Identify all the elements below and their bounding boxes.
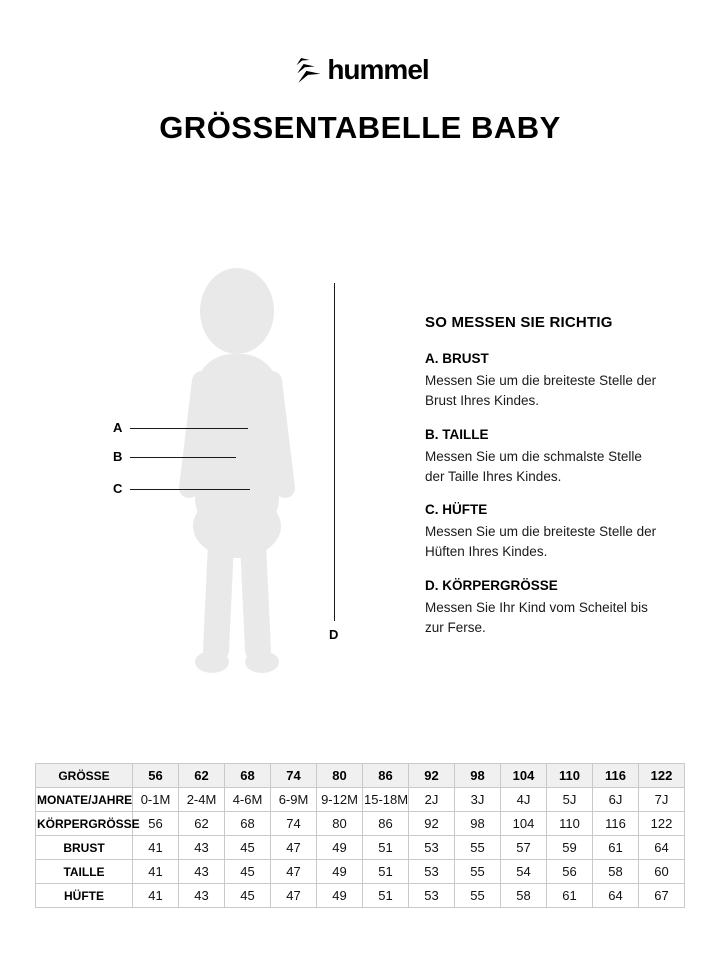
instruction-label: A. BRUST bbox=[425, 351, 489, 366]
table-cell: 64 bbox=[593, 884, 639, 908]
table-cell: 56 bbox=[133, 812, 179, 836]
table-cell: 41 bbox=[133, 884, 179, 908]
table-cell: 45 bbox=[225, 860, 271, 884]
table-cell: 53 bbox=[409, 860, 455, 884]
instructions-title: SO MESSEN SIE RICHTIG bbox=[425, 314, 613, 331]
table-cell: 92 bbox=[409, 812, 455, 836]
table-cell: 116 bbox=[593, 812, 639, 836]
table-row bbox=[36, 860, 685, 884]
measure-label-d: D bbox=[329, 627, 339, 642]
instruction-item bbox=[425, 502, 663, 563]
row-label: HÜFTE bbox=[36, 884, 133, 908]
page-title: GRÖSSENTABELLE BABY bbox=[159, 110, 561, 145]
table-cell: 53 bbox=[409, 836, 455, 860]
measure-label-c: C bbox=[113, 481, 123, 496]
table-cell: 116 bbox=[593, 764, 639, 788]
table-cell: 45 bbox=[225, 836, 271, 860]
table-cell: 55 bbox=[455, 860, 501, 884]
table-cell: 74 bbox=[271, 812, 317, 836]
table-cell: 53 bbox=[409, 884, 455, 908]
row-label: KÖRPERGRÖSSE bbox=[36, 812, 133, 836]
brand-logo-text: hummel bbox=[327, 54, 429, 85]
table-cell: 80 bbox=[317, 812, 363, 836]
baby-silhouette bbox=[162, 266, 312, 681]
table-cell: 86 bbox=[363, 812, 409, 836]
instruction-item bbox=[425, 351, 663, 412]
measure-label-a: A bbox=[113, 420, 123, 435]
table-cell: 68 bbox=[225, 812, 271, 836]
table-cell: 49 bbox=[317, 836, 363, 860]
table-cell: 51 bbox=[363, 884, 409, 908]
table-cell: 61 bbox=[593, 836, 639, 860]
measure-label-b: B bbox=[113, 449, 123, 464]
table-cell: 86 bbox=[363, 764, 409, 788]
measure-line-d bbox=[334, 283, 335, 621]
table-cell: 59 bbox=[547, 836, 593, 860]
row-label: MONATE/JAHRE bbox=[36, 788, 133, 812]
table-cell: 61 bbox=[547, 884, 593, 908]
table-cell: 62 bbox=[179, 764, 225, 788]
table-cell: 58 bbox=[593, 860, 639, 884]
measure-line-c bbox=[130, 489, 250, 490]
table-row bbox=[36, 812, 685, 836]
table-cell: 56 bbox=[547, 860, 593, 884]
table-cell: 3J bbox=[455, 788, 501, 812]
table-cell: 110 bbox=[547, 812, 593, 836]
measurement-diagram bbox=[0, 250, 720, 750]
table-cell: 55 bbox=[455, 836, 501, 860]
table-cell: 74 bbox=[271, 764, 317, 788]
table-cell: 58 bbox=[501, 884, 547, 908]
table-cell: 110 bbox=[547, 764, 593, 788]
instruction-label: D. KÖRPERGRÖSSE bbox=[425, 577, 558, 593]
instruction-label: C. HÜFTE bbox=[425, 502, 488, 517]
row-label: BRUST bbox=[36, 836, 133, 860]
size-table bbox=[35, 763, 685, 908]
table-cell: 41 bbox=[133, 836, 179, 860]
table-cell: 62 bbox=[179, 812, 225, 836]
row-label: GRÖSSE bbox=[36, 764, 133, 788]
brand-logo bbox=[0, 54, 720, 86]
table-cell: 43 bbox=[179, 884, 225, 908]
measure-line-a bbox=[130, 428, 248, 429]
table-cell: 104 bbox=[501, 812, 547, 836]
instruction-items bbox=[425, 351, 663, 638]
instruction-text: Messen Sie um die breiteste Stelle der Brust Ihres Kindes. bbox=[425, 373, 657, 409]
table-cell: 122 bbox=[639, 812, 685, 836]
instruction-text: Messen Sie um die breiteste Stelle der Hüften Ihres Kindes. bbox=[425, 524, 657, 560]
table-row bbox=[36, 788, 685, 812]
table-cell: 56 bbox=[133, 764, 179, 788]
table-cell: 98 bbox=[455, 764, 501, 788]
table-row bbox=[36, 764, 685, 788]
table-cell: 80 bbox=[317, 764, 363, 788]
table-cell: 49 bbox=[317, 884, 363, 908]
table-row bbox=[36, 884, 685, 908]
table-cell: 2J bbox=[409, 788, 455, 812]
instruction-item bbox=[425, 578, 663, 639]
table-cell: 43 bbox=[179, 836, 225, 860]
table-cell: 60 bbox=[639, 860, 685, 884]
table-cell: 54 bbox=[501, 860, 547, 884]
table-cell: 55 bbox=[455, 884, 501, 908]
size-table-section bbox=[35, 763, 685, 908]
instruction-text: Messen Sie um die schmalste Stelle der Taille Ihres Kindes. bbox=[425, 448, 642, 484]
table-cell: 98 bbox=[455, 812, 501, 836]
table-cell: 9-12M bbox=[317, 788, 363, 812]
table-cell: 51 bbox=[363, 836, 409, 860]
instruction-item bbox=[425, 427, 663, 488]
table-cell: 47 bbox=[271, 884, 317, 908]
table-cell: 5J bbox=[547, 788, 593, 812]
table-cell: 15-18M bbox=[363, 788, 409, 812]
table-cell: 67 bbox=[639, 884, 685, 908]
table-cell: 6-9M bbox=[271, 788, 317, 812]
measure-line-b bbox=[130, 457, 236, 458]
hummel-bee-icon bbox=[291, 56, 321, 84]
table-cell: 2-4M bbox=[179, 788, 225, 812]
measure-instructions bbox=[425, 314, 663, 653]
table-cell: 47 bbox=[271, 860, 317, 884]
table-cell: 4J bbox=[501, 788, 547, 812]
table-cell: 68 bbox=[225, 764, 271, 788]
table-cell: 49 bbox=[317, 860, 363, 884]
table-row bbox=[36, 836, 685, 860]
table-cell: 51 bbox=[363, 860, 409, 884]
table-cell: 41 bbox=[133, 860, 179, 884]
table-cell: 7J bbox=[639, 788, 685, 812]
instruction-label: B. TAILLE bbox=[425, 426, 489, 442]
table-cell: 64 bbox=[639, 836, 685, 860]
table-cell: 43 bbox=[179, 860, 225, 884]
table-cell: 122 bbox=[639, 764, 685, 788]
instruction-text: Messen Sie Ihr Kind vom Scheitel bis zur Ferse. bbox=[425, 599, 648, 635]
row-label: TAILLE bbox=[36, 860, 133, 884]
table-cell: 6J bbox=[593, 788, 639, 812]
table-cell: 47 bbox=[271, 836, 317, 860]
table-cell: 57 bbox=[501, 836, 547, 860]
table-cell: 45 bbox=[225, 884, 271, 908]
table-cell: 92 bbox=[409, 764, 455, 788]
table-cell: 104 bbox=[501, 764, 547, 788]
table-cell: 4-6M bbox=[225, 788, 271, 812]
table-cell: 0-1M bbox=[133, 788, 179, 812]
